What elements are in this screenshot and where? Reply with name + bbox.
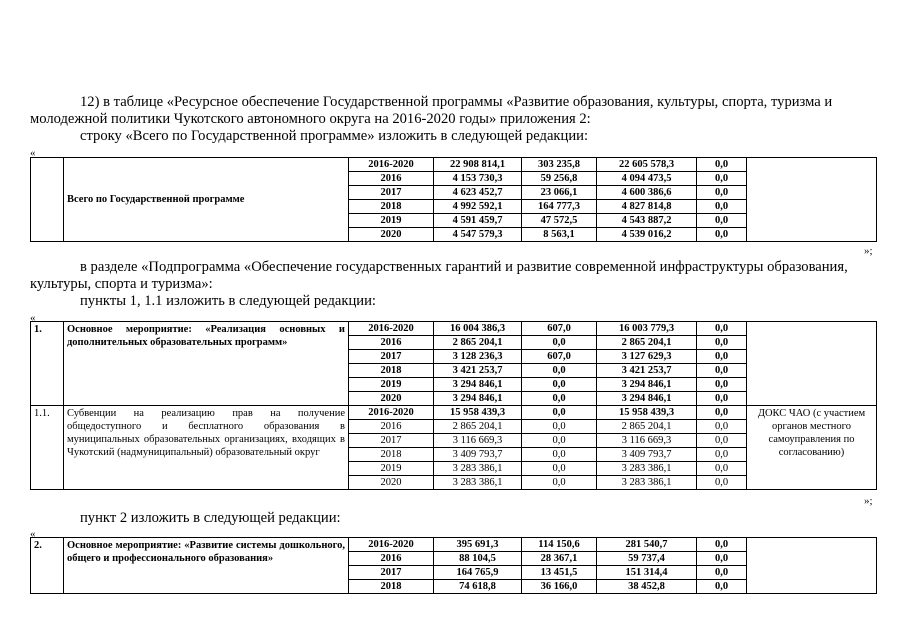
- other-cell: 0,0: [697, 566, 747, 580]
- other-cell: 0,0: [697, 462, 747, 476]
- other-cell: 0,0: [697, 378, 747, 392]
- executor-cell: [747, 322, 877, 406]
- item-name: Всего по Государственной программе: [64, 158, 349, 242]
- other-cell: 0,0: [697, 336, 747, 350]
- regional-cell: 4 094 473,5: [597, 172, 697, 186]
- federal-cell: 607,0: [522, 322, 597, 336]
- total-cell: 88 104,5: [434, 552, 522, 566]
- item-number: 1.: [31, 322, 64, 406]
- other-cell: 0,0: [697, 322, 747, 336]
- other-cell: 0,0: [697, 214, 747, 228]
- period-cell: 2019: [349, 214, 434, 228]
- table-row: [31, 406, 877, 420]
- total-cell: 3 294 846,1: [434, 378, 522, 392]
- table-subprogram-items: [30, 321, 877, 490]
- period-cell: 2017: [349, 566, 434, 580]
- other-cell: 0,0: [697, 552, 747, 566]
- period-cell: 2017: [349, 434, 434, 448]
- table-row: [31, 322, 877, 336]
- paragraph-12-line-2: молодежной политики Чукотского автономного округа на 2016-2020 годы» приложения 2:: [30, 111, 591, 127]
- regional-cell: 3 294 846,1: [597, 378, 697, 392]
- total-cell: 395 691,3: [434, 538, 522, 552]
- regional-cell: 2 865 204,1: [597, 420, 697, 434]
- period-cell: 2016-2020: [349, 322, 434, 336]
- federal-cell: 0,0: [522, 434, 597, 448]
- other-cell: 0,0: [697, 172, 747, 186]
- regional-cell: 281 540,7: [597, 538, 697, 552]
- period-cell: 2016-2020: [349, 538, 434, 552]
- federal-cell: 0,0: [522, 448, 597, 462]
- open-quote-1: «: [30, 147, 36, 159]
- period-cell: 2020: [349, 228, 434, 242]
- total-cell: 2 865 204,1: [434, 420, 522, 434]
- close-quote-2: »;: [864, 495, 873, 507]
- federal-cell: 0,0: [522, 378, 597, 392]
- item-number: 2.: [31, 538, 64, 594]
- regional-cell: 3 409 793,7: [597, 448, 697, 462]
- period-cell: 2020: [349, 392, 434, 406]
- regional-cell: 3 116 669,3: [597, 434, 697, 448]
- period-cell: 2016-2020: [349, 406, 434, 420]
- regional-cell: 4 600 386,6: [597, 186, 697, 200]
- period-cell: 2018: [349, 580, 434, 594]
- federal-cell: 607,0: [522, 350, 597, 364]
- federal-cell: 36 166,0: [522, 580, 597, 594]
- total-cell: 3 421 253,7: [434, 364, 522, 378]
- other-cell: 0,0: [697, 434, 747, 448]
- regional-cell: 3 283 386,1: [597, 476, 697, 490]
- table-row: [31, 538, 877, 552]
- period-cell: 2020: [349, 476, 434, 490]
- other-cell: 0,0: [697, 158, 747, 172]
- total-cell: 4 623 452,7: [434, 186, 522, 200]
- federal-cell: 8 563,1: [522, 228, 597, 242]
- federal-cell: 23 066,1: [522, 186, 597, 200]
- federal-cell: 0,0: [522, 406, 597, 420]
- period-cell: 2016: [349, 420, 434, 434]
- total-cell: 164 765,9: [434, 566, 522, 580]
- open-quote-2: «: [30, 312, 36, 324]
- table-total-program: [30, 157, 877, 242]
- federal-cell: 59 256,8: [522, 172, 597, 186]
- regional-cell: 3 283 386,1: [597, 462, 697, 476]
- period-cell: 2018: [349, 200, 434, 214]
- regional-cell: 4 543 887,2: [597, 214, 697, 228]
- executor-cell: [747, 538, 877, 594]
- other-cell: 0,0: [697, 406, 747, 420]
- table-row: [31, 158, 877, 172]
- total-cell: 3 116 669,3: [434, 434, 522, 448]
- regional-cell: 2 865 204,1: [597, 336, 697, 350]
- regional-cell: 22 605 578,3: [597, 158, 697, 172]
- subprogram-line-3: пункты 1, 1.1 изложить в следующей редакции:: [80, 293, 376, 309]
- item-name: Основное мероприятие: «Реализация основных и дополнительных образовательных программ»: [64, 322, 349, 406]
- paragraph-12-line-3: строку «Всего по Государственной программе» изложить в следующей редакции:: [80, 128, 588, 144]
- regional-cell: 151 314,4: [597, 566, 697, 580]
- total-cell: 4 992 592,1: [434, 200, 522, 214]
- federal-cell: 0,0: [522, 420, 597, 434]
- total-cell: 3 294 846,1: [434, 392, 522, 406]
- period-cell: 2017: [349, 350, 434, 364]
- federal-cell: 47 572,5: [522, 214, 597, 228]
- other-cell: 0,0: [697, 392, 747, 406]
- period-cell: 2016-2020: [349, 158, 434, 172]
- period-cell: 2017: [349, 186, 434, 200]
- other-cell: 0,0: [697, 200, 747, 214]
- regional-cell: 15 958 439,3: [597, 406, 697, 420]
- total-cell: 22 908 814,1: [434, 158, 522, 172]
- regional-cell: 38 452,8: [597, 580, 697, 594]
- federal-cell: 0,0: [522, 476, 597, 490]
- subprogram-line-2: культуры, спорта и туризма»:: [30, 276, 213, 292]
- period-cell: 2016: [349, 552, 434, 566]
- subprogram-line-1: в разделе «Подпрограмма «Обеспечение государственных гарантий и развитие современной инфраструктуры образования,: [80, 259, 848, 275]
- federal-cell: 13 451,5: [522, 566, 597, 580]
- close-quote-1: »;: [864, 245, 873, 257]
- regional-cell: 4 539 016,2: [597, 228, 697, 242]
- regional-cell: 3 421 253,7: [597, 364, 697, 378]
- total-cell: 15 958 439,3: [434, 406, 522, 420]
- item-number: 1.1.: [31, 406, 64, 490]
- federal-cell: 303 235,8: [522, 158, 597, 172]
- other-cell: 0,0: [697, 580, 747, 594]
- federal-cell: 0,0: [522, 462, 597, 476]
- executor-cell: [747, 158, 877, 242]
- total-cell: 3 283 386,1: [434, 462, 522, 476]
- period-cell: 2019: [349, 378, 434, 392]
- other-cell: 0,0: [697, 364, 747, 378]
- other-cell: 0,0: [697, 448, 747, 462]
- other-cell: 0,0: [697, 350, 747, 364]
- paragraph-12-line-1: 12) в таблице «Ресурсное обеспечение Государственной программы «Развитие образования, культуры, спорта, туризма и: [80, 94, 833, 110]
- federal-cell: 0,0: [522, 364, 597, 378]
- regional-cell: 4 827 814,8: [597, 200, 697, 214]
- other-cell: 0,0: [697, 476, 747, 490]
- total-cell: 4 153 730,3: [434, 172, 522, 186]
- period-cell: 2019: [349, 462, 434, 476]
- other-cell: 0,0: [697, 186, 747, 200]
- open-quote-3: «: [30, 528, 36, 540]
- federal-cell: 0,0: [522, 392, 597, 406]
- regional-cell: 16 003 779,3: [597, 322, 697, 336]
- other-cell: 0,0: [697, 538, 747, 552]
- item-name: Субвенции на реализацию прав на получение общедоступного и бесплатного образования в муниципальных образовательных организациях, входящих в Чукотский (надмуниципальный) образовательный округ: [64, 406, 349, 490]
- total-cell: 3 128 236,3: [434, 350, 522, 364]
- period-cell: 2018: [349, 448, 434, 462]
- total-cell: 4 547 579,3: [434, 228, 522, 242]
- executor-cell: ДОКС ЧАО (с участием органов местного самоуправления по согласованию): [747, 406, 877, 490]
- point-2-line: пункт 2 изложить в следующей редакции:: [80, 510, 341, 526]
- total-cell: 16 004 386,3: [434, 322, 522, 336]
- other-cell: 0,0: [697, 420, 747, 434]
- item-name: Основное мероприятие: «Развитие системы дошкольного, общего и профессионального образования»: [64, 538, 349, 594]
- other-cell: 0,0: [697, 228, 747, 242]
- item-number: [31, 158, 64, 242]
- federal-cell: 164 777,3: [522, 200, 597, 214]
- federal-cell: 114 150,6: [522, 538, 597, 552]
- total-cell: 74 618,8: [434, 580, 522, 594]
- table-point-2: [30, 537, 877, 594]
- period-cell: 2018: [349, 364, 434, 378]
- regional-cell: 3 294 846,1: [597, 392, 697, 406]
- total-cell: 2 865 204,1: [434, 336, 522, 350]
- total-cell: 3 409 793,7: [434, 448, 522, 462]
- total-cell: 3 283 386,1: [434, 476, 522, 490]
- federal-cell: 28 367,1: [522, 552, 597, 566]
- period-cell: 2016: [349, 336, 434, 350]
- total-cell: 4 591 459,7: [434, 214, 522, 228]
- period-cell: 2016: [349, 172, 434, 186]
- regional-cell: 59 737,4: [597, 552, 697, 566]
- federal-cell: 0,0: [522, 336, 597, 350]
- regional-cell: 3 127 629,3: [597, 350, 697, 364]
